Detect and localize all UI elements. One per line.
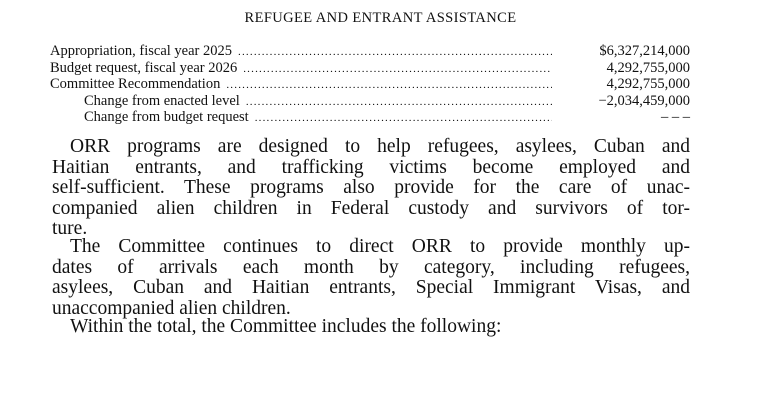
dot-leader <box>255 110 552 127</box>
text-line: self-sufficient. These programs also provide for the care of unac- <box>52 177 690 198</box>
row-value: 4,292,755,000 <box>606 59 690 76</box>
table-row <box>50 43 690 60</box>
row-value: −2,034,459,000 <box>598 92 690 109</box>
row-label: Committee Recommendation <box>50 76 221 92</box>
paragraph-monthly-updates <box>52 237 690 319</box>
text-line: unaccompanied alien children. <box>52 297 291 319</box>
text-line: Within the total, the Committee includes the following: <box>70 316 502 337</box>
table-row <box>50 109 690 126</box>
table-row <box>50 76 690 93</box>
section-heading: REFUGEE AND ENTRANT ASSISTANCE <box>244 10 517 26</box>
text-line: Haitian entrants, and trafficking victims become employed and <box>52 156 690 178</box>
table-row <box>50 60 690 77</box>
paragraph-orr-programs <box>52 137 690 240</box>
text-line: ORR programs are designed to help refugees, asylees, Cuban and <box>70 136 690 157</box>
row-label: Appropriation, fiscal year 2025 <box>50 43 233 59</box>
table-row <box>50 93 690 110</box>
text-line: dates of arrivals each month by category, including refugees, <box>52 256 690 278</box>
dot-leader <box>246 94 552 111</box>
row-label: Change from enacted level <box>84 92 240 109</box>
text-line: The Committee continues to direct ORR to provide monthly up- <box>70 236 690 257</box>
row-value: $6,327,214,000 <box>599 43 690 59</box>
row-value: – – – <box>661 109 690 125</box>
text-line: ture. <box>52 218 88 239</box>
paragraph-within-total <box>52 317 690 338</box>
dot-leader <box>243 61 552 78</box>
budget-table <box>50 43 690 126</box>
text-line: asylees, Cuban and Haitian entrants, Special Immigrant Visas, and <box>52 277 690 298</box>
row-label: Change from budget request <box>84 109 249 125</box>
dot-leader <box>238 44 552 61</box>
text-line: companied alien children in Federal custody and survivors of tor- <box>52 197 690 219</box>
row-label: Budget request, fiscal year 2026 <box>50 59 238 76</box>
row-value: 4,292,755,000 <box>606 76 690 92</box>
dot-leader <box>226 77 552 94</box>
